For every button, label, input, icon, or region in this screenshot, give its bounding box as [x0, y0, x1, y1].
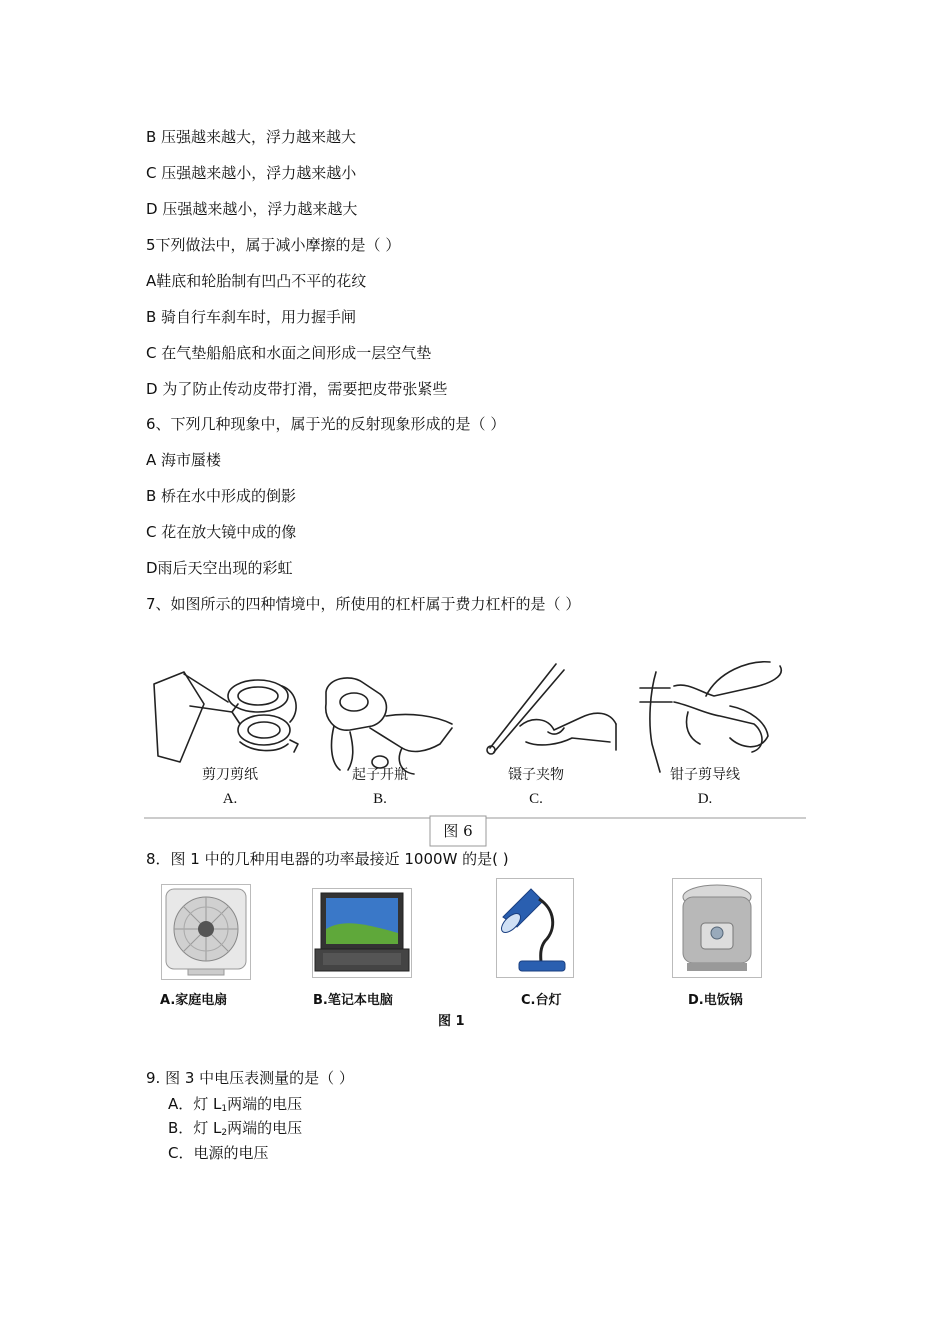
figure-6-label-d: 钳子剪导线	[670, 767, 740, 783]
bottle-opener-drawing	[326, 678, 452, 774]
figure-6	[140, 652, 806, 852]
scissors-cutting-paper-drawing	[154, 672, 298, 762]
figure-6-label-c: 镊子夹物	[508, 767, 564, 783]
appliance-caption-b: B.笔记本电脑	[313, 993, 393, 1008]
q9-option-c: C．电源的电压	[168, 1144, 269, 1162]
q9-stem: 9. 图 3 中电压表测量的是（ ）	[146, 1069, 354, 1087]
q4-option-b: B 压强越来越大，浮力越来越大	[146, 128, 357, 146]
q7-stem: 7、如图所示的四种情境中，所使用的杠杆属于费力杠杆的是（ ）	[146, 595, 581, 613]
q6-stem: 6、下列几种现象中，属于光的反射现象形成的是（ ）	[146, 415, 506, 433]
q5-option-a: A鞋底和轮胎制有凹凸不平的花纹	[146, 272, 367, 290]
figure-6-label-b: 起子开瓶	[352, 767, 408, 783]
q9-option-b: B．灯 $L_2$两端的电压	[168, 1119, 303, 1138]
q6-option-a: A 海市蜃楼	[146, 451, 222, 469]
q9-option-a: A．灯 $L_1$两端的电压	[168, 1095, 303, 1114]
q8-stem: 8．图 1 中的几种用电器的功率最接近 1000W 的是( )	[146, 850, 509, 868]
q4-option-d: D 压强越来越小，浮力越来越大	[146, 200, 358, 218]
q4-option-c: C 压强越来越小，浮力越来越小	[146, 164, 357, 182]
q6-option-d: D雨后天空出现的彩虹	[146, 559, 293, 577]
tweezers-drawing	[487, 664, 616, 754]
q5-option-b: B 骑自行车刹车时，用力握手闸	[146, 308, 357, 326]
pliers-cutting-wire-drawing	[640, 662, 781, 772]
figure-1-caption: 图 1	[438, 1014, 465, 1029]
appliance-caption-d: D.电饭锅	[688, 993, 743, 1008]
q5-stem: 5下列做法中，属于减小摩擦的是（ ）	[146, 236, 401, 254]
laptop-photo	[312, 888, 412, 978]
appliance-caption-c: C.台灯	[521, 993, 562, 1008]
figure-6-letter-b: B.	[373, 791, 387, 807]
figure-6-letter-a: A.	[222, 791, 238, 807]
q6-option-b: B 桥在水中形成的倒影	[146, 487, 297, 505]
q6-option-c: C 花在放大镜中成的像	[146, 523, 297, 541]
figure-6-label-a: 剪刀剪纸	[202, 767, 258, 783]
fan-photo	[161, 884, 251, 980]
rice-cooker-photo	[672, 878, 762, 978]
appliance-caption-a: A.家庭电扇	[160, 993, 228, 1008]
figure-6-letter-d: D.	[697, 791, 713, 807]
figure-6-caption: 图 6	[443, 822, 473, 840]
figure-6-letter-c: C.	[529, 791, 543, 807]
q5-option-d: D 为了防止传动皮带打滑，需要把皮带张紧些	[146, 380, 448, 398]
desk-lamp-photo	[496, 878, 574, 978]
q5-option-c: C 在气垫船船底和水面之间形成一层空气垫	[146, 344, 432, 362]
